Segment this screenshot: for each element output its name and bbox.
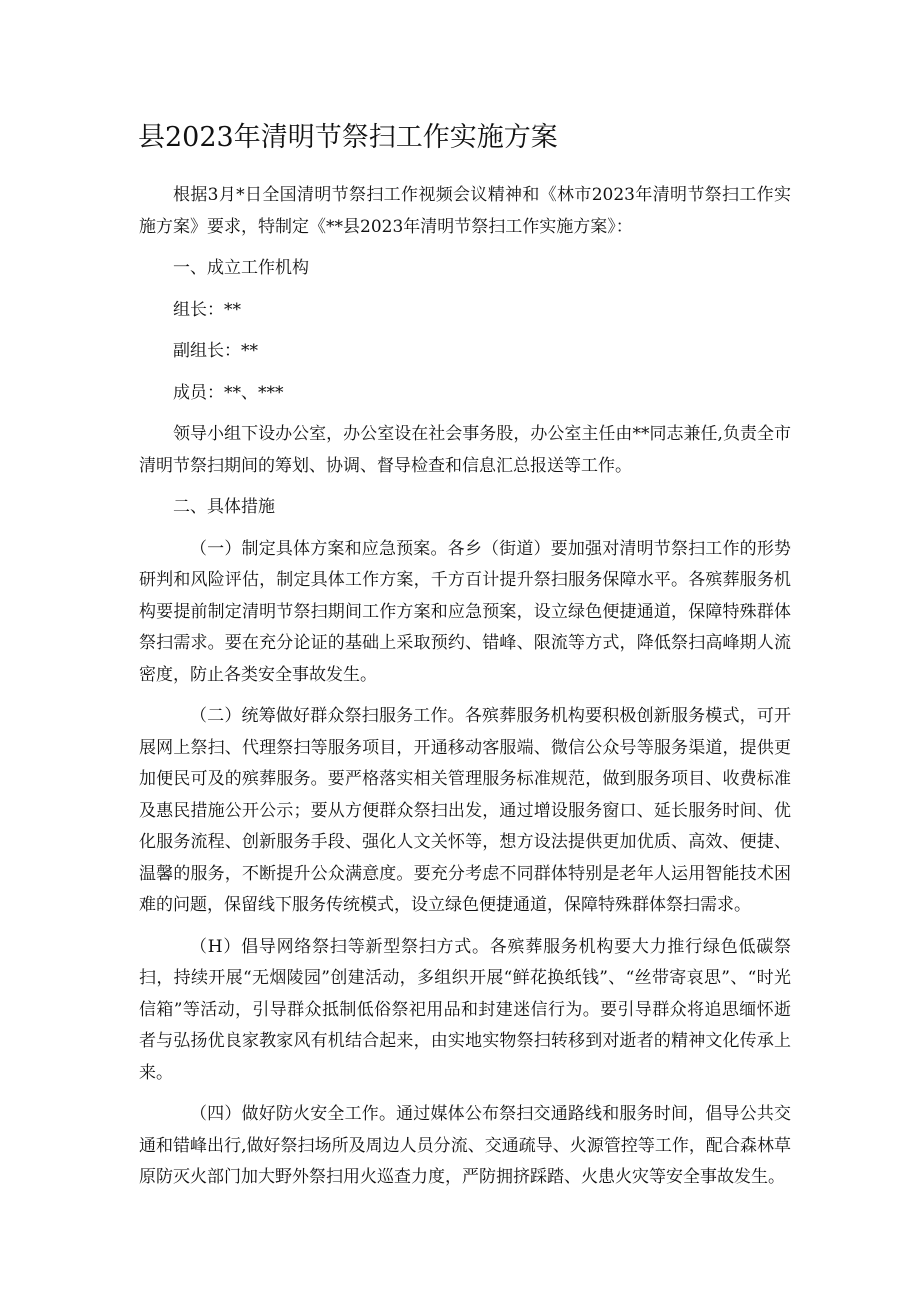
members-line: 成员：**、*** xyxy=(173,382,284,403)
document-body xyxy=(139,180,791,1194)
measure-paragraph-1: （一）制定具体方案和应急预案。各乡（街道）要加强对清明节祭扫工作的形势研判和风险评估，制定具体工作方案，千方百计提升祭扫服务保障水平。各殡葬服务机构要提前制定清明节祭扫期间工作方案和应急预案，设立绿色便捷通道，保障特殊群体祭扫需求。要在充分论证的基础上采取预约、错峰、限流等方式，降低祭扫高峰期人流密度，防止各类安全事故发生。 xyxy=(139,538,791,685)
section-heading-2: 二、具体措施 xyxy=(173,497,275,517)
deputy-leader-line: 副组长：** xyxy=(173,341,258,361)
document-title: 县2023年清明节祭扫工作实施方案 xyxy=(138,122,558,153)
intro-paragraph: 根据3月*日全国清明节祭扫工作视频会议精神和《林市2023年清明节祭扫工作实施方案》要求，特制定《**县2023年清明节祭扫工作实施方案》： xyxy=(139,185,791,237)
measure-paragraph-4: （四）做好防火安全工作。通过媒体公布祭扫交通路线和服务时间，倡导公共交通和错峰出行,做好祭扫场所及周边人员分流、交通疏导、火源管控等工作，配合森林草原防灭火部门加大野外祭扫用火巡查力度，严防拥挤踩踏、火患火灾等安全事故发生。 xyxy=(139,1104,791,1187)
leader-line: 组长：** xyxy=(173,299,241,320)
section-heading-1: 一、成立工作机构 xyxy=(173,258,309,278)
office-paragraph: 领导小组下设办公室，办公室设在社会事务股，办公室主任由**同志兼任,负责全市清明节祭扫期间的筹划、协调、督导检查和信息汇总报送等工作。 xyxy=(139,424,791,476)
measure-paragraph-3: （H）倡导网络祭扫等新型祭扫方式。各殡葬服务机构要大力推行绿色低碳祭扫，持续开展“无烟陵园”创建活动，多组织开展“鲜花换纸钱”、“丝带寄哀思”、“时光信箱”等活动，引导群众抵制低俗祭祀用品和封建迷信行为。要引导群众将追思缅怀逝者与弘扬优良家教家风有机结合起来，由实地实物祭扫转移到对逝者的精神文化传承上来。 xyxy=(139,936,791,1083)
measure-paragraph-2: （二）统筹做好群众祭扫服务工作。各殡葬服务机构要积极创新服务模式，可开展网上祭扫、代理祭扫等服务项目，开通移动客服端、微信公众号等服务渠道，提供更加便民可及的殡葬服务。要严格落实相关管理服务标准规范，做到服务项目、收费标准及惠民措施公开公示；要从方便群众祭扫出发，通过增设服务窗口、延长服务时间、优化服务流程、创新服务手段、强化人文关怀等，想方设法提供更加优质、高效、便捷、温馨的服务，不断提升公众满意度。要充分考虑不同群体特别是老年人运用智能技术困难的问题，保留线下服务传统模式，设立绿色便捷通道，保障特殊群体祭扫需求。 xyxy=(139,706,791,915)
